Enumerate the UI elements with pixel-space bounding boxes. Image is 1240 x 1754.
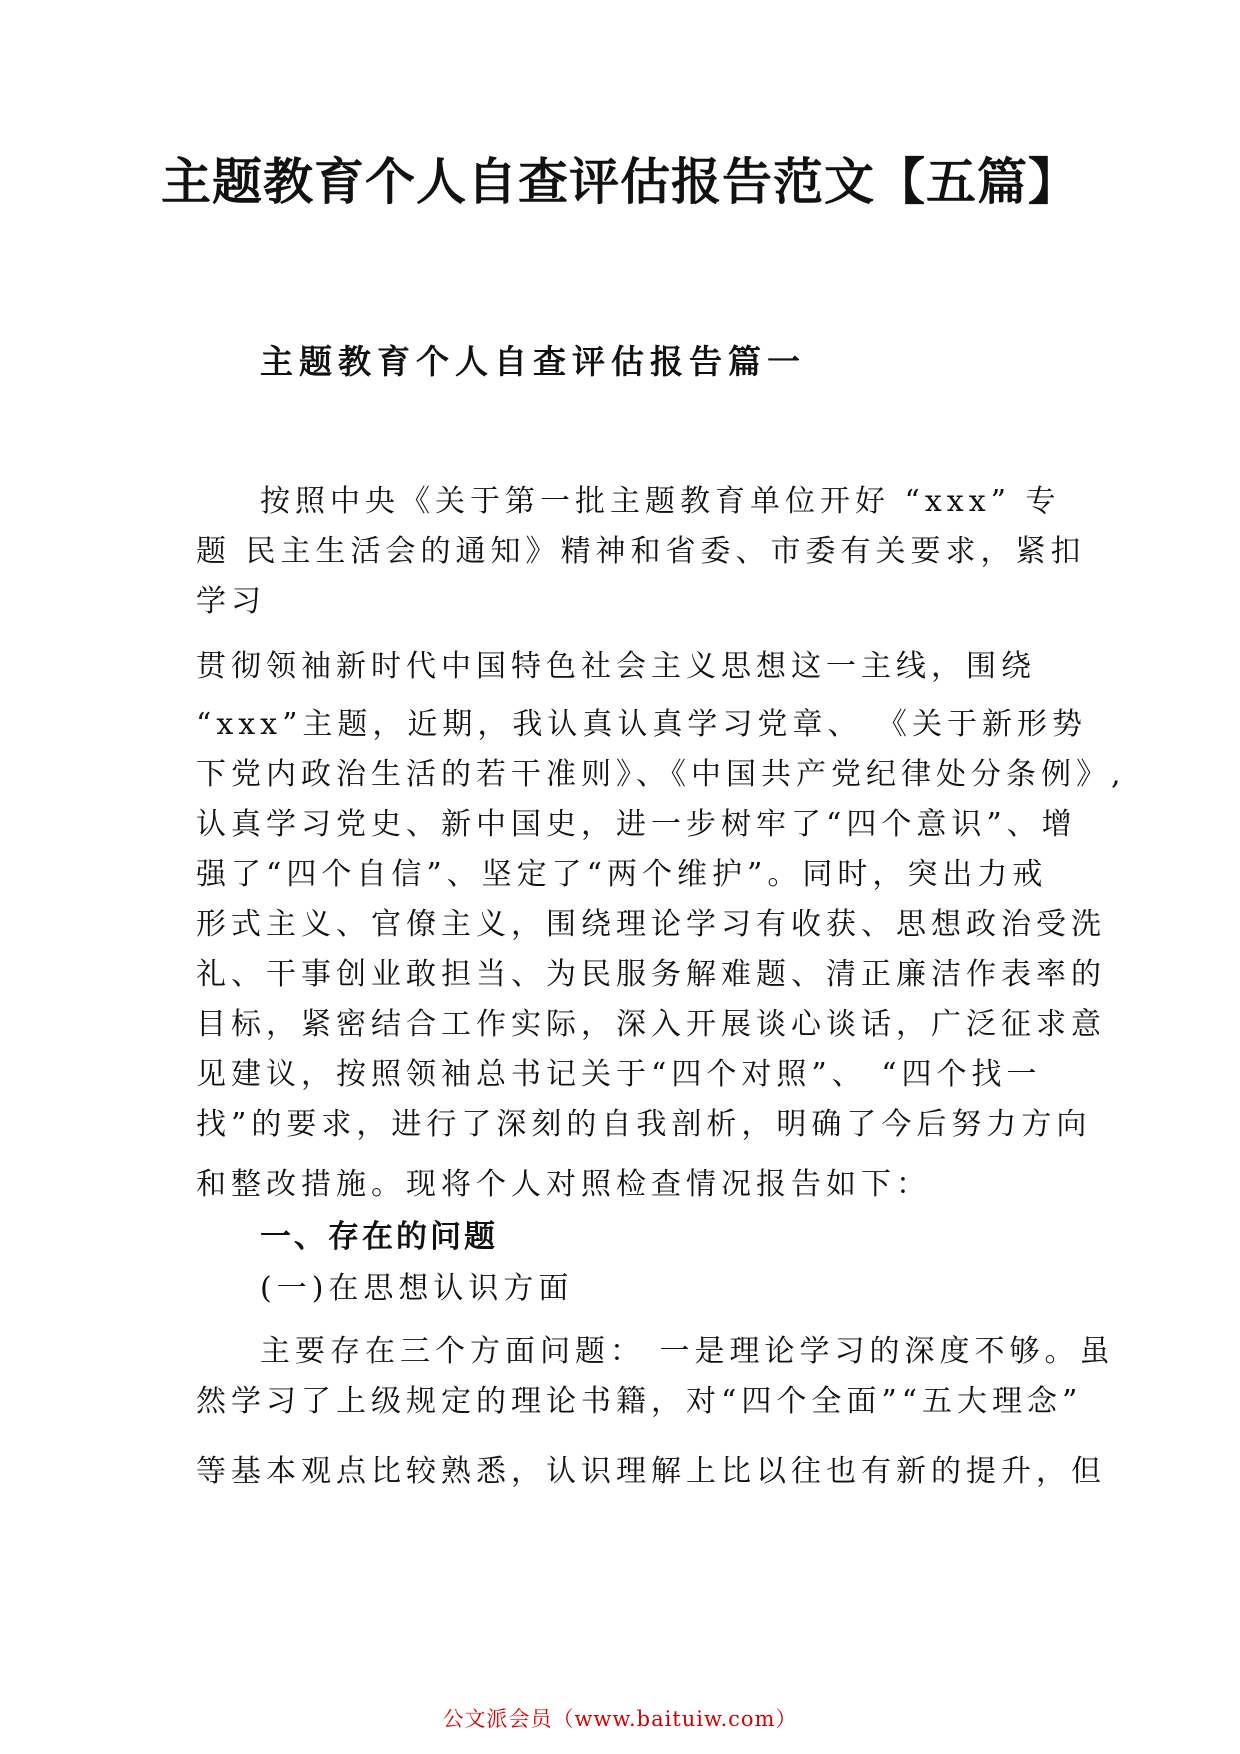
paragraph-line: 按照中央《关于第一批主题教育单位开好 “xxx” 专 — [260, 484, 1061, 519]
paragraph-line: 题 民主生活会的通知》精神和省委、市委有关要求，紧扣 — [196, 534, 1086, 569]
subheading-thinking: (一)在思想认识方面 — [260, 1271, 574, 1306]
paragraph-line: 等基本观点比较熟悉，认识理解上比以往也有新的提升，但 — [196, 1454, 1106, 1489]
paragraph-line: 和整改措施。现将个人对照检查情况报告如下： — [196, 1167, 931, 1202]
paragraph-line: 见建议，按照领袖总书记关于“四个对照”、 “四个找一 — [196, 1057, 1042, 1092]
paragraph-line: “xxx”主题，近期，我认真认真学习党章、 《关于新形势 — [196, 707, 1087, 742]
footer-watermark: 公文派会员（www.baituiw.com） — [442, 1707, 798, 1731]
paragraph-line: 然学习了上级规定的理论书籍，对“四个全面”“五大理念” — [196, 1384, 1083, 1419]
paragraph-line: 强了“四个自信”、坚定了“两个维护”。同时，突出力戒 — [196, 857, 1048, 892]
document-title: 主题教育个人自查评估报告范文【五篇】 — [161, 153, 1079, 211]
paragraph-line: 目标，紧密结合工作实际，深入开展谈心谈话，广泛征求意 — [196, 1007, 1106, 1042]
section-heading: 主题教育个人自查评估报告篇一 — [260, 342, 806, 381]
paragraph-line: 形式主义、官僚主义，围绕理论学习有收获、思想政治受洗 — [196, 907, 1106, 942]
paragraph-line: 贯彻领袖新时代中国特色社会主义思想这一主线，围绕 — [196, 649, 1036, 684]
paragraph-line: 认真学习党史、新中国史，进一步树牢了“四个意识”、增 — [196, 807, 1077, 842]
paragraph-line: 主要存在三个方面问题： 一是理论学习的深度不够。虽 — [260, 1334, 1115, 1369]
subheading-problems: 一、存在的问题 — [260, 1219, 498, 1255]
paragraph-line: 学习 — [196, 584, 266, 619]
paragraph-line: 找”的要求，进行了深刻的自我剖析，明确了今后努力方向 — [196, 1107, 1092, 1142]
paragraph-line: 礼、干事创业敢担当、为民服务解难题、清正廉洁作表率的 — [196, 957, 1106, 992]
paragraph-line: 下党内政治生活的若干准则》、《中国共产党纪律处分条例》, — [196, 757, 1126, 792]
